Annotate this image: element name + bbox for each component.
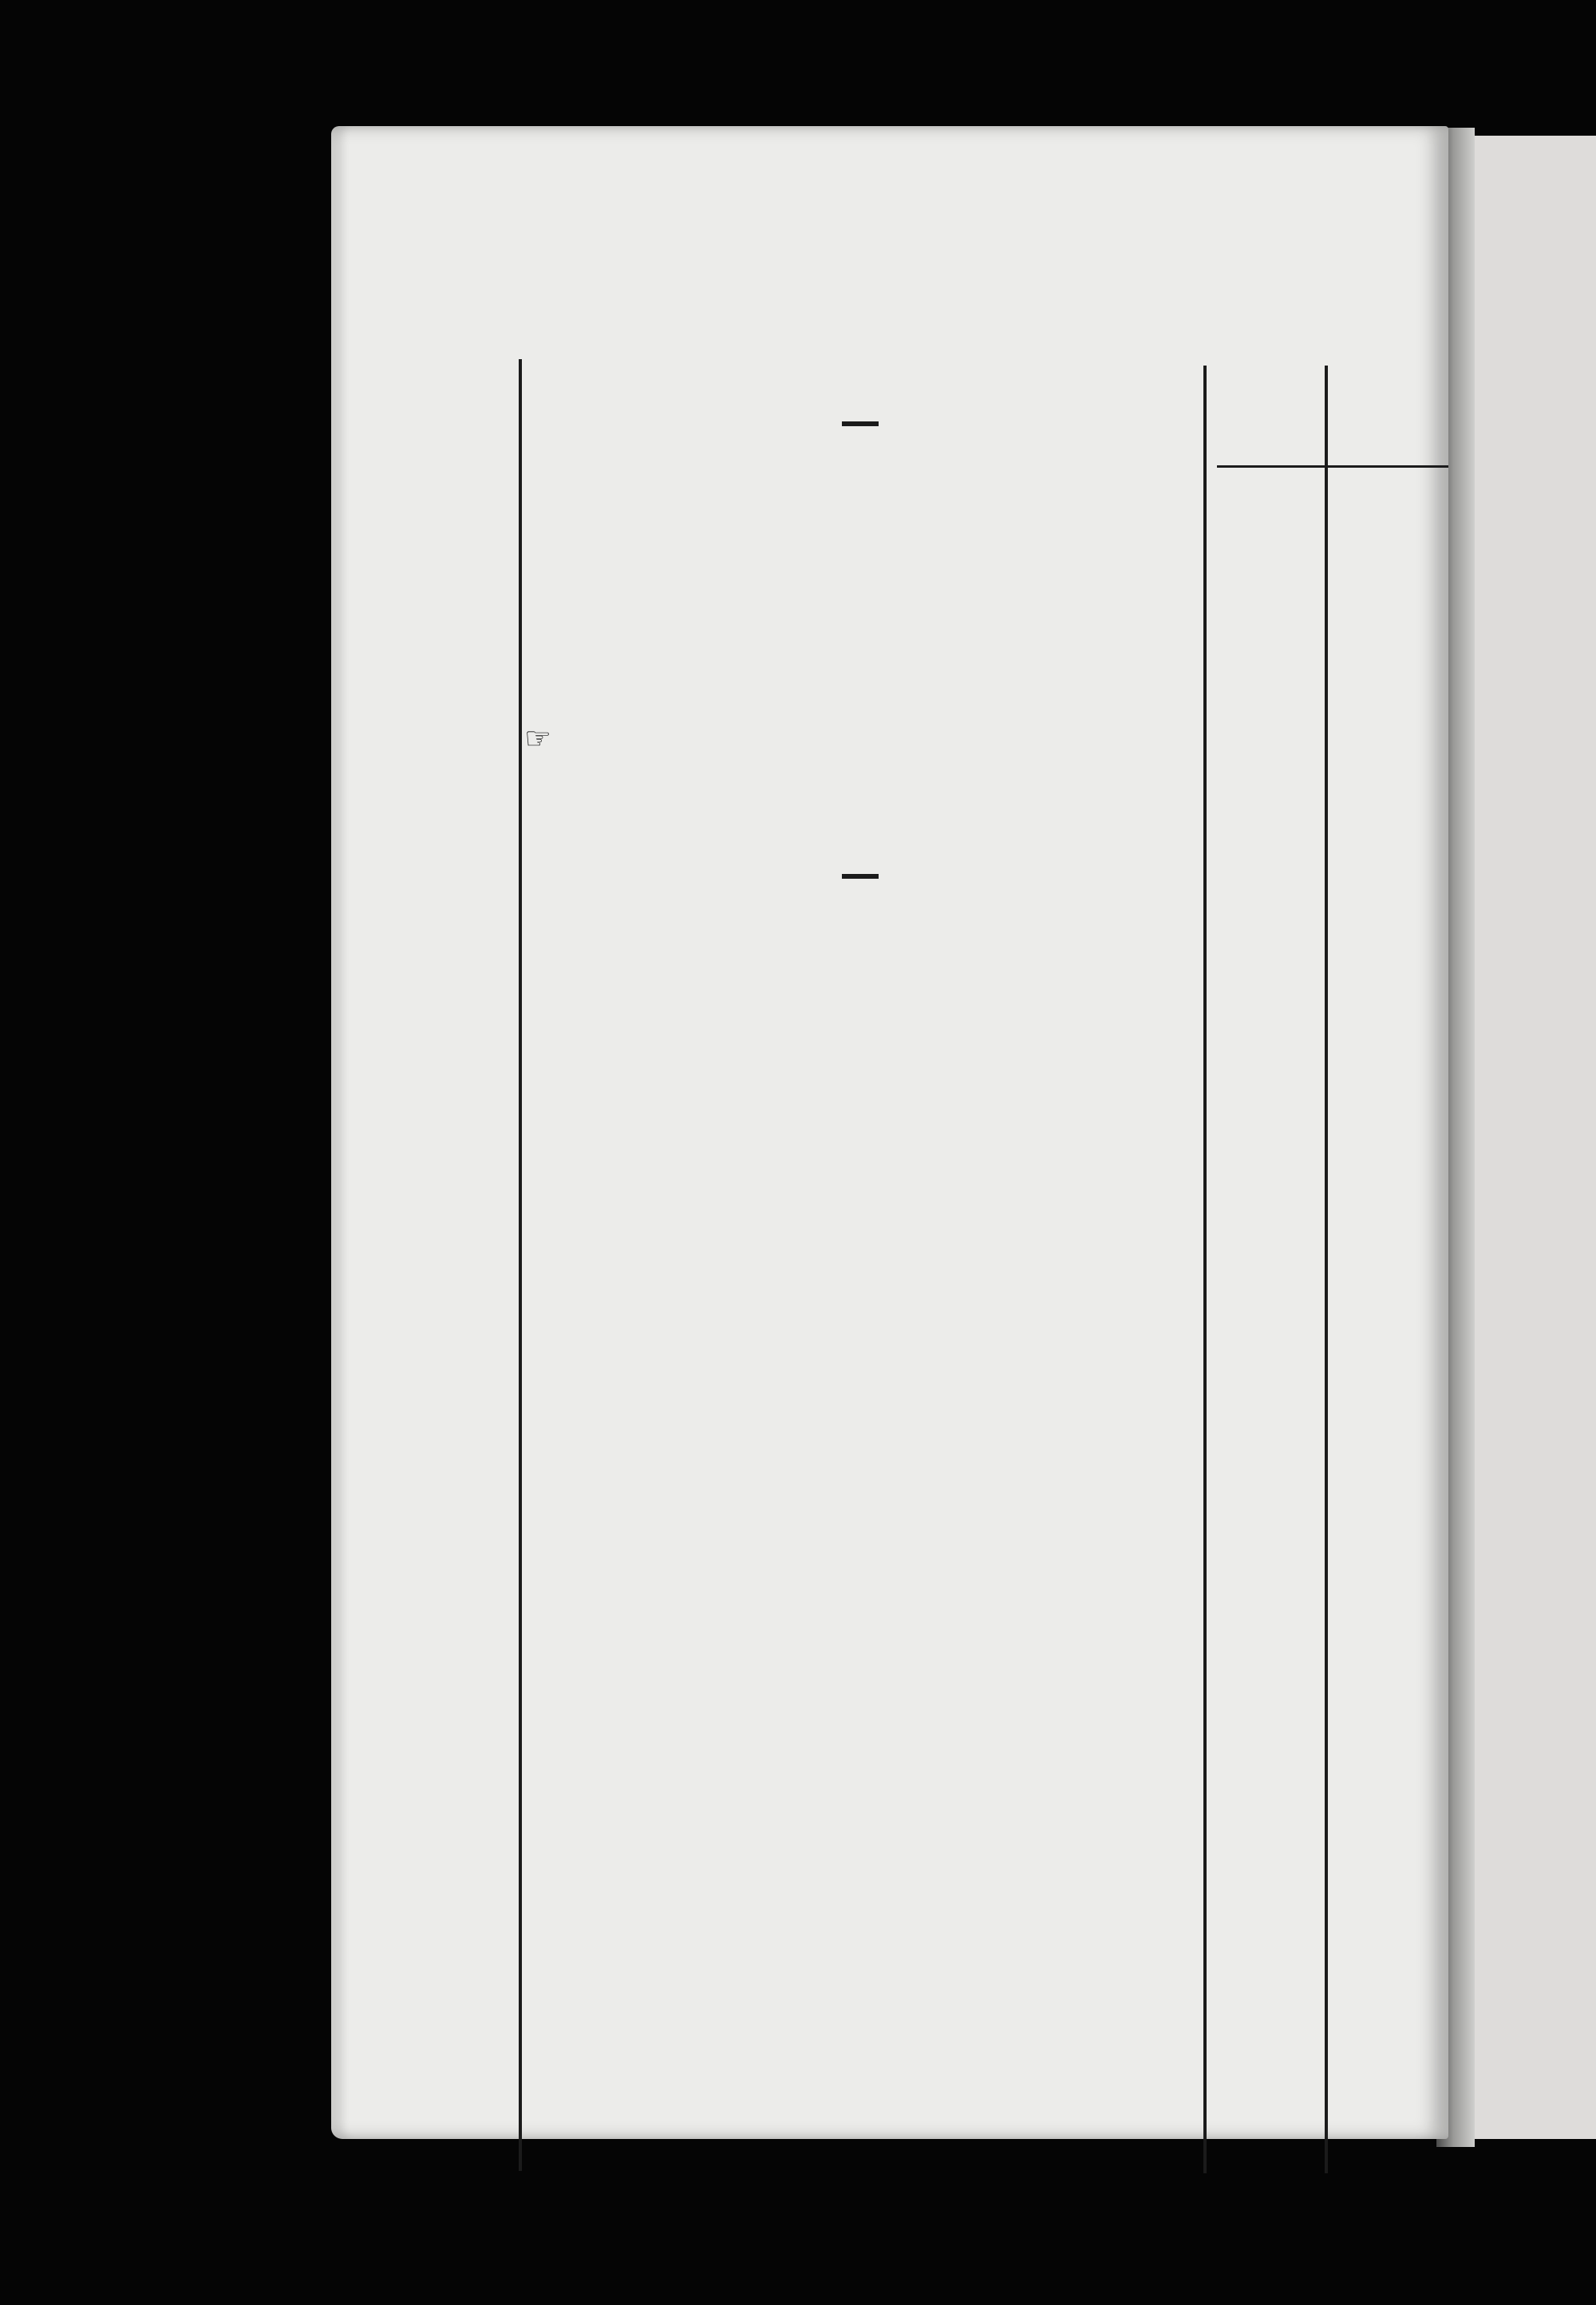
homilies-heading-dash xyxy=(842,421,879,426)
members-column-rule xyxy=(1203,366,1207,2173)
pointing-hand-icon: ☞ xyxy=(524,722,552,756)
catalogue-page xyxy=(331,126,1448,2139)
price-header-rule xyxy=(1217,465,1448,468)
left-margin-rule xyxy=(519,359,522,2171)
bound-books-dash xyxy=(842,874,879,879)
facing-page xyxy=(1468,136,1596,2139)
homilies-note xyxy=(524,717,551,760)
public-column-rule xyxy=(1325,366,1328,2173)
